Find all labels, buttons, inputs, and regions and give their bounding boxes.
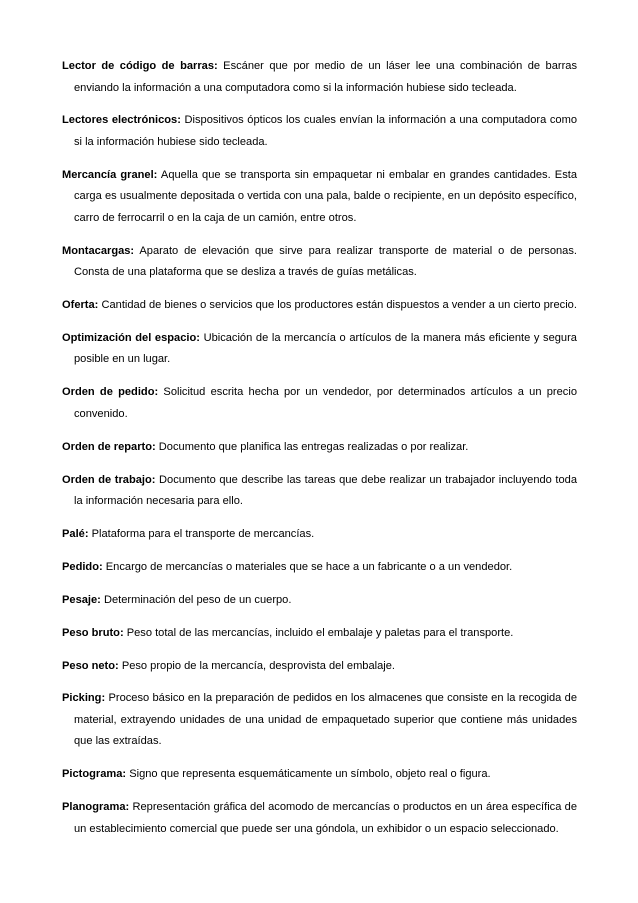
glossary-term: Mercancía granel: (62, 168, 158, 181)
glossary-definition: Dispositivos ópticos los cuales envían la información a una computadora como si la información hubiese sido tecleada. (74, 114, 577, 148)
glossary-entry (62, 590, 577, 612)
glossary-definition: Plataforma para el transporte de mercancías. (91, 528, 315, 541)
glossary-entry (62, 110, 577, 153)
glossary-entry (62, 557, 577, 579)
glossary-term: Pesaje: (62, 593, 101, 606)
glossary-definition: Peso total de las mercancías, incluido el embalaje y paletas para el transporte. (126, 626, 514, 639)
glossary-entry (62, 295, 577, 317)
glossary-definition: Cantidad de bienes o servicios que los productores están dispuestos a vender a un cierto precio. (101, 299, 577, 312)
glossary-definition: Documento que planifica las entregas realizadas o por realizar. (158, 440, 469, 453)
glossary-definition: Peso propio de la mercancía, desprovista del embalaje. (121, 659, 395, 672)
glossary-entry (62, 328, 577, 371)
glossary-term: Picking: (62, 692, 106, 705)
glossary-term: Planograma: (62, 801, 130, 814)
glossary-entry (62, 656, 577, 678)
glossary-definition: Signo que representa esquemáticamente un símbolo, objeto real o figura. (129, 768, 491, 781)
glossary-term: Orden de reparto: (62, 440, 156, 453)
glossary-definition: Aquella que se transporta sin empaquetar ni embalar en grandes cantidades. Esta carga es usualmente depositada o vertida con una pala, balde o recipiente, en un depósito específico, carro de ferrocarril o en la caja de un camión, entre otros. (74, 168, 577, 224)
glossary-definition: Determinación del peso de un cuerpo. (103, 593, 292, 606)
glossary-term: Lector de código de barras: (62, 60, 218, 72)
glossary-term: Pictograma: (62, 768, 127, 781)
glossary-term: Oferta: (62, 299, 99, 312)
glossary-page (62, 56, 577, 852)
glossary-entry (62, 382, 577, 425)
glossary-definition: Aparato de elevación que sirve para realizar transporte de material o de personas. Consta de una plataforma que se desliza a través de guías metálicas. (74, 244, 577, 279)
glossary-term: Pedido: (62, 560, 103, 573)
glossary-definition: Solicitud escrita hecha por un vendedor, por determinados artículos a un precio convenido. (74, 386, 577, 420)
glossary-definition: Ubicación de la mercancía o artículos de la manera más eficiente y segura posible en un lugar. (74, 331, 577, 366)
glossary-entry (62, 241, 577, 284)
glossary-entry (62, 623, 577, 645)
glossary-term: Orden de trabajo: (62, 473, 156, 486)
glossary-entry (62, 470, 577, 513)
glossary-term: Optimización del espacio: (62, 331, 200, 344)
glossary-definition: Encargo de mercancías o materiales que se hace a un fabricante o a un vendedor. (105, 560, 513, 573)
glossary-definition: Escáner que por medio de un láser lee una combinación de barras enviando la información a una computadora como si la información hubiese sido tecleada. (74, 60, 577, 94)
glossary-entry (62, 165, 577, 230)
glossary-term: Peso neto: (62, 659, 119, 672)
glossary-entry (62, 797, 577, 840)
glossary-term: Orden de pedido: (62, 386, 159, 399)
glossary-entry (62, 688, 577, 753)
glossary-entry (62, 437, 577, 459)
glossary-entry (62, 56, 577, 99)
glossary-term: Lectores electrónicos: (62, 114, 181, 127)
glossary-definition: Documento que describe las tareas que debe realizar un trabajador incluyendo toda la información necesaria para ello. (74, 473, 577, 508)
glossary-definition: Representación gráfica del acomodo de mercancías o productos en un área específica de un establecimiento comercial que puede ser una góndola, un exhibidor o un espacio seleccionado. (74, 801, 577, 835)
glossary-definition: Proceso básico en la preparación de pedidos en los almacenes que consiste en la recogida de material, extrayendo unidades de una unidad de empaquetado superior que contiene más unidades que las extraídas. (74, 692, 577, 748)
glossary-term: Palé: (62, 528, 89, 541)
glossary-entry (62, 764, 577, 786)
glossary-term: Montacargas: (62, 244, 135, 257)
glossary-term: Peso bruto: (62, 626, 124, 639)
glossary-entry (62, 524, 577, 546)
